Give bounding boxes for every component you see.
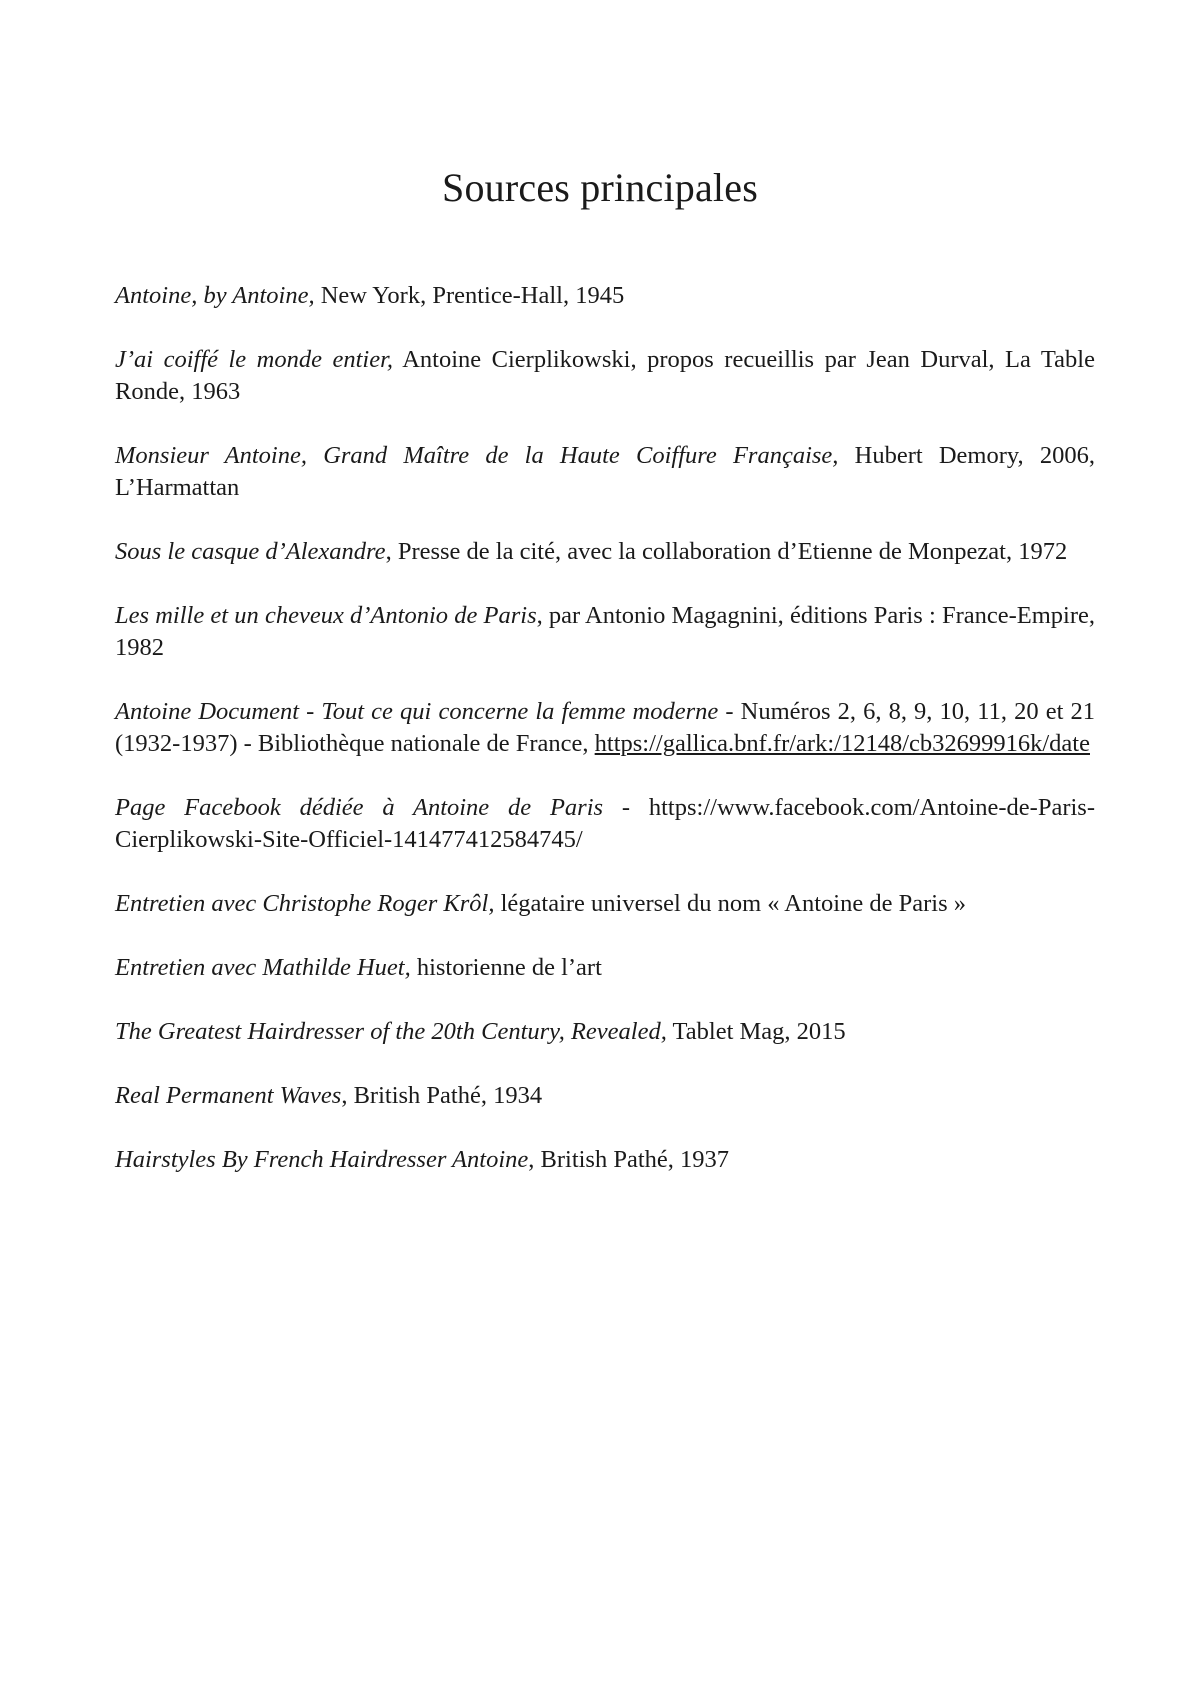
source-title: Entretien avec Mathilde Huet,	[115, 954, 411, 981]
source-item	[115, 1080, 1095, 1112]
source-title: Antoine Document - Tout ce qui concerne la femme moderne	[115, 698, 719, 725]
source-details: historienne de l’art	[410, 954, 602, 981]
gallica-link[interactable]: https://gallica.bnf.fr/ark:/12148/cb32699916k/date	[594, 730, 1090, 757]
source-item	[115, 536, 1095, 568]
sources-list	[115, 280, 1095, 1208]
source-item	[115, 696, 1095, 760]
source-item	[115, 280, 1095, 312]
source-item	[115, 792, 1095, 856]
source-details: - https://www.facebook.com/Antoine-de-Paris-Cierplikowski-Site-Officiel-141477412584745/	[115, 794, 1095, 853]
source-title: Entretien avec Christophe Roger Krôl,	[115, 890, 495, 917]
source-item	[115, 440, 1095, 504]
source-item	[115, 952, 1095, 984]
source-item	[115, 1144, 1095, 1176]
source-details: New York, Prentice-Hall, 1945	[314, 282, 625, 309]
source-title: Monsieur Antoine, Grand Maître de la Haute Coiffure Française,	[115, 442, 839, 469]
source-title: Sous le casque d’Alexandre	[115, 538, 386, 565]
source-details: , British Pathé, 1934	[341, 1082, 543, 1109]
source-title: Page Facebook dédiée à Antoine de Paris	[115, 794, 604, 821]
source-title: J’ai coiffé le monde entier,	[115, 346, 394, 373]
source-item	[115, 344, 1095, 408]
source-details: , par Antonio Magagnini, éditions Paris : France-Empire, 1982	[115, 602, 1096, 661]
source-details: légataire universel du nom « Antoine de Paris »	[494, 890, 966, 917]
source-title: Les mille et un cheveux d’Antonio de Paris	[115, 602, 537, 629]
page-title: Sources principales	[442, 165, 758, 210]
source-details: Antoine Cierplikowski, propos recueillis par Jean Durval, La Table Ronde, 1963	[115, 346, 1095, 405]
source-details: Tablet Mag, 2015	[666, 1018, 846, 1045]
source-item	[115, 1016, 1095, 1048]
source-title: Real Permanent Waves	[115, 1082, 342, 1109]
source-details: Hubert Demory, 2006, L’Harmattan	[115, 442, 1095, 501]
source-item	[115, 600, 1095, 664]
source-details: , Presse de la cité, avec la collaboration d’Etienne de Monpezat, 1972	[385, 538, 1068, 565]
source-title: Hairstyles By French Hairdresser Antoine	[115, 1146, 529, 1173]
source-details: , British Pathé, 1937	[528, 1146, 730, 1173]
source-item	[115, 888, 1095, 920]
source-details: - Numéros 2, 6, 8, 9, 10, 11, 20 et 21 (1932-1937) - Bibliothèque nationale de France,	[115, 698, 1095, 757]
source-title: Antoine, by Antoine,	[115, 282, 315, 309]
source-title: The Greatest Hairdresser of the 20th Century, Revealed,	[115, 1018, 667, 1045]
